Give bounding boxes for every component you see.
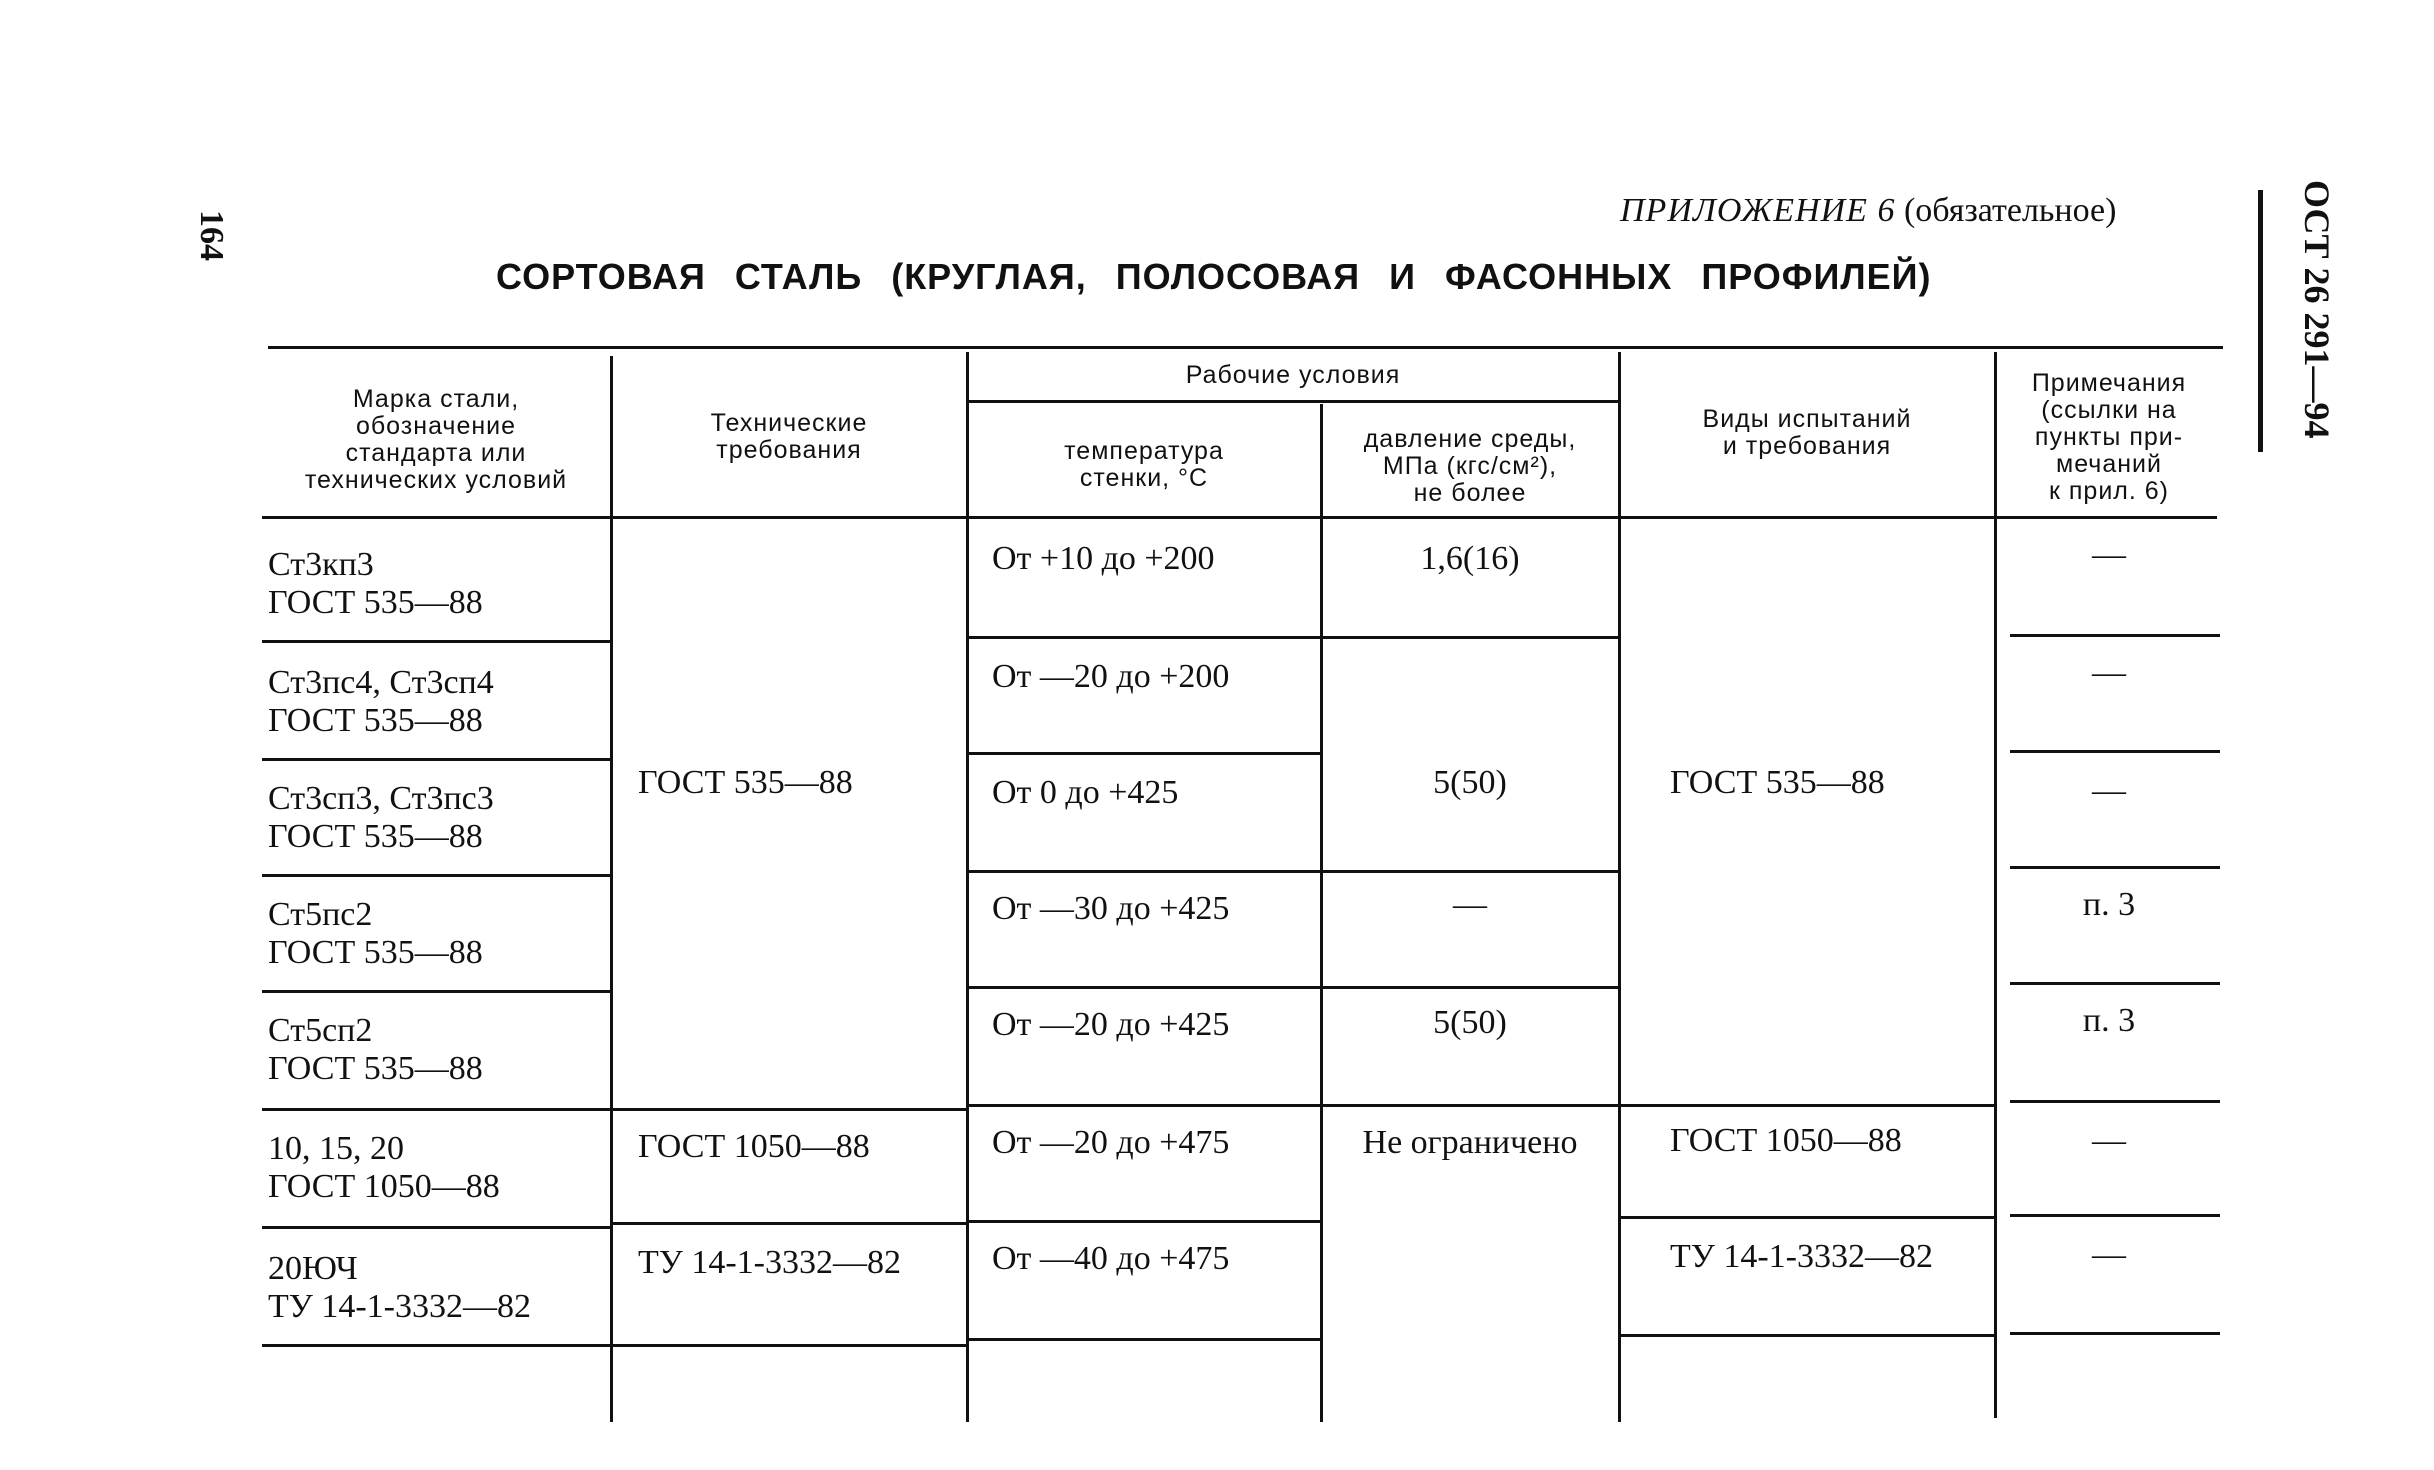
header-notes: Примечания (ссылки на пункты при- мечаний к прил. 6) [2031,369,2187,505]
note-cell: — [2092,536,2126,573]
appendix-qualifier: (обязательное) [1903,192,2117,229]
pressure-cell: 5(50) [1433,1004,1507,1041]
pressure-cell: Не ограничено [1362,1124,1578,1161]
grade-cell: Ст5сп2 ГОСТ 535—88 [268,1012,483,1087]
grade-cell: Ст5пс2 ГОСТ 535—88 [268,896,483,971]
temperature-cell: От +10 до +200 [992,540,1215,577]
temperature-cell: От —40 до +475 [992,1240,1230,1277]
header-grade: Марка стали, обозначение стандарта или технических условий [304,385,568,494]
pressure-cell: 5(50) [1433,764,1507,801]
temperature-cell: От —30 до +425 [992,890,1230,927]
tech-requirements-gost1050: ГОСТ 1050—88 [638,1128,870,1165]
appendix-label [1620,192,2116,230]
grade-cell: Ст3пс4, Ст3сп4 ГОСТ 535—88 [268,664,494,739]
note-cell: п. 3 [2082,1002,2136,1039]
tech-requirements-gost535: ГОСТ 535—88 [638,764,853,801]
note-cell: — [2092,1122,2126,1159]
standard-code: ОСТ 26 291—94 [2297,180,2337,439]
note-cell: п. 3 [2082,886,2136,923]
header-working-conditions: Рабочие условия [1185,361,1401,389]
side-rule [2258,190,2263,452]
header-pressure: давление среды, МПа (кгс/см²), не более [1363,425,1577,507]
temperature-cell: От —20 до +425 [992,1006,1230,1043]
grade-cell: Ст3сп3, Ст3пс3 ГОСТ 535—88 [268,780,494,855]
grade-cell: 20ЮЧ ТУ 14-1-3332—82 [268,1250,531,1325]
temperature-cell: От 0 до +425 [992,774,1179,811]
page-number: 164 [193,210,230,261]
note-cell: — [2092,772,2126,809]
tests-tu: ТУ 14-1-3332—82 [1670,1238,1933,1275]
grade-cell: Ст3кп3 ГОСТ 535—88 [268,546,483,621]
tech-requirements-tu: ТУ 14-1-3332—82 [638,1244,901,1281]
grade-cell: 10, 15, 20 ГОСТ 1050—88 [268,1130,500,1205]
header-tests: Виды испытаний и требования [1702,405,1912,460]
temperature-cell: От —20 до +475 [992,1124,1230,1161]
note-cell: — [2092,654,2126,691]
note-cell: — [2092,1236,2126,1273]
tests-gost1050: ГОСТ 1050—88 [1670,1122,1902,1159]
tests-gost535: ГОСТ 535—88 [1670,764,1885,801]
pressure-cell: — [1453,886,1487,923]
header-tech-requirements: Технические требования [710,409,868,464]
document-title: СОРТОВАЯ СТАЛЬ (КРУГЛАЯ, ПОЛОСОВАЯ И ФАСОННЫХ ПРОФИЛЕЙ) [496,256,1932,297]
pressure-cell: 1,6(16) [1420,540,1520,577]
appendix-number: ПРИЛОЖЕНИЕ 6 [1620,192,1896,229]
temperature-cell: От —20 до +200 [992,658,1230,695]
header-temperature: температура стенки, °С [1064,437,1224,492]
